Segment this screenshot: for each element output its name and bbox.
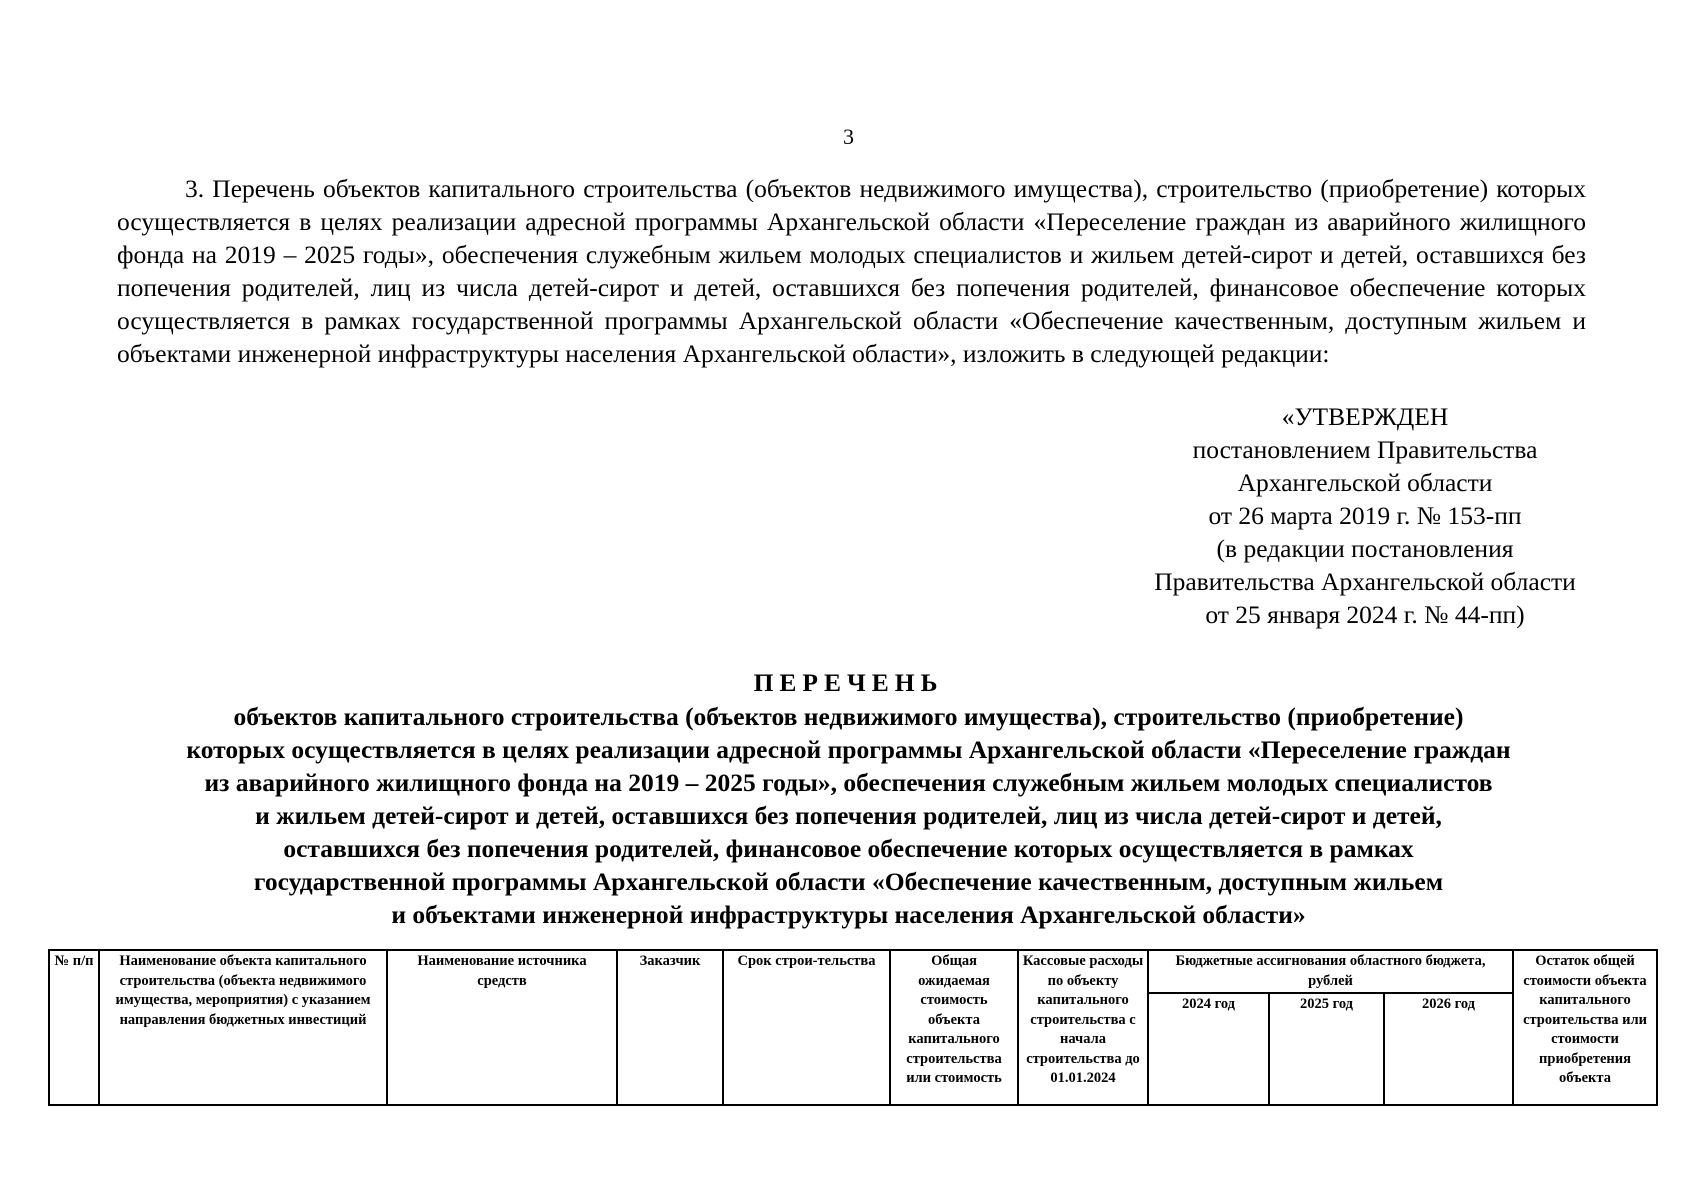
approval-stamp: [1085, 400, 1645, 631]
subtitle-line: оставшихся без попечения родителей, финансовое обеспечение которых осуществляется в рамках: [283, 834, 1414, 863]
subtitle-line: и объектами инженерной инфраструктуры населения Архангельской области»: [391, 900, 1306, 929]
subtitle-line: государственной программы Архангельской области «Обеспечение качественным, доступным жильем: [253, 867, 1444, 896]
page-number: 3: [843, 124, 854, 149]
intro-paragraph: 3. Перечень объектов капитального строительства (объектов недвижимого имущества), строительство (приобретение) которых осуществляется в целях реализации адресной программы Архангельской области «Переселение граждан из аварийного жилищного фонда на 2019 – 2025 годы», обеспечения служебным жильем молодых специалистов и жильем детей-сирот и детей, оставшихся без попечения родителей, лиц из числа детей-сирот и детей, оставшихся без попечения родителей, финансовое обеспечение которых осуществляется в рамках государственной программы Архангельской области «Обеспечение качественным, доступным жильем и объектами инженерной инфраструктуры населения Архангельской области», изложить в следующей редакции:: [117, 174, 1586, 368]
header-construction-period: Срок строи-тельства: [723, 950, 890, 1105]
header-year-2025: 2025 год: [1269, 993, 1384, 1105]
header-total-cost: Общая ожидаемая стоимость объекта капитального строительства или стоимость: [890, 950, 1018, 1105]
header-year-2024: 2024 год: [1148, 993, 1269, 1105]
header-customer: Заказчик: [617, 950, 723, 1105]
subtitle-line: объектов капитального строительства (объектов недвижимого имущества), строительство (приобретение): [233, 702, 1464, 731]
header-num: № п/п: [49, 950, 99, 1105]
table-header-row: [49, 950, 1657, 993]
header-year-2026: 2026 год: [1384, 993, 1513, 1105]
document-title: ПЕРЕЧЕНЬ: [753, 668, 944, 697]
approval-line: Правительства Архангельской области: [1154, 567, 1576, 596]
approval-line: Архангельской области: [1237, 468, 1493, 497]
approval-line: (в редакции постановления: [1216, 534, 1514, 563]
header-remaining-cost: Остаток общей стоимости объекта капитального строительства или стоимости приобретения объекта: [1513, 950, 1657, 1105]
subtitle-line: из аварийного жилищного фонда на 2019 – 2025 годы», обеспечения служебным жильем молодых специалистов: [204, 768, 1493, 797]
approval-line: постановлением Правительства: [1192, 435, 1538, 464]
header-budget-allocations: Бюджетные ассигнования областного бюджета, рублей: [1148, 950, 1513, 993]
header-cash-expenses: Кассовые расходы по объекту капитального строительства с начала строительства до 01.01.2024: [1018, 950, 1148, 1105]
subtitle-line: и жильем детей-сирот и детей, оставшихся без попечения родителей, лиц из числа детей-сирот и детей,: [255, 801, 1442, 830]
document-subtitle: [0, 700, 1697, 931]
approval-line: от 26 марта 2019 г. № 153-пп: [1208, 501, 1522, 530]
header-object-name: Наименование объекта капитального строительства (объекта недвижимого имущества, мероприятия) с указанием направления бюджетных инвестиций: [99, 950, 387, 1105]
header-funding-source: Наименование источника средств: [387, 950, 617, 1105]
objects-table: [48, 949, 1658, 1106]
subtitle-line: которых осуществляется в целях реализации адресной программы Архангельской области «Переселение граждан: [186, 735, 1511, 764]
approval-line: «УТВЕРЖДЕН: [1281, 402, 1449, 431]
approval-line: от 25 января 2024 г. № 44-пп): [1205, 600, 1525, 629]
